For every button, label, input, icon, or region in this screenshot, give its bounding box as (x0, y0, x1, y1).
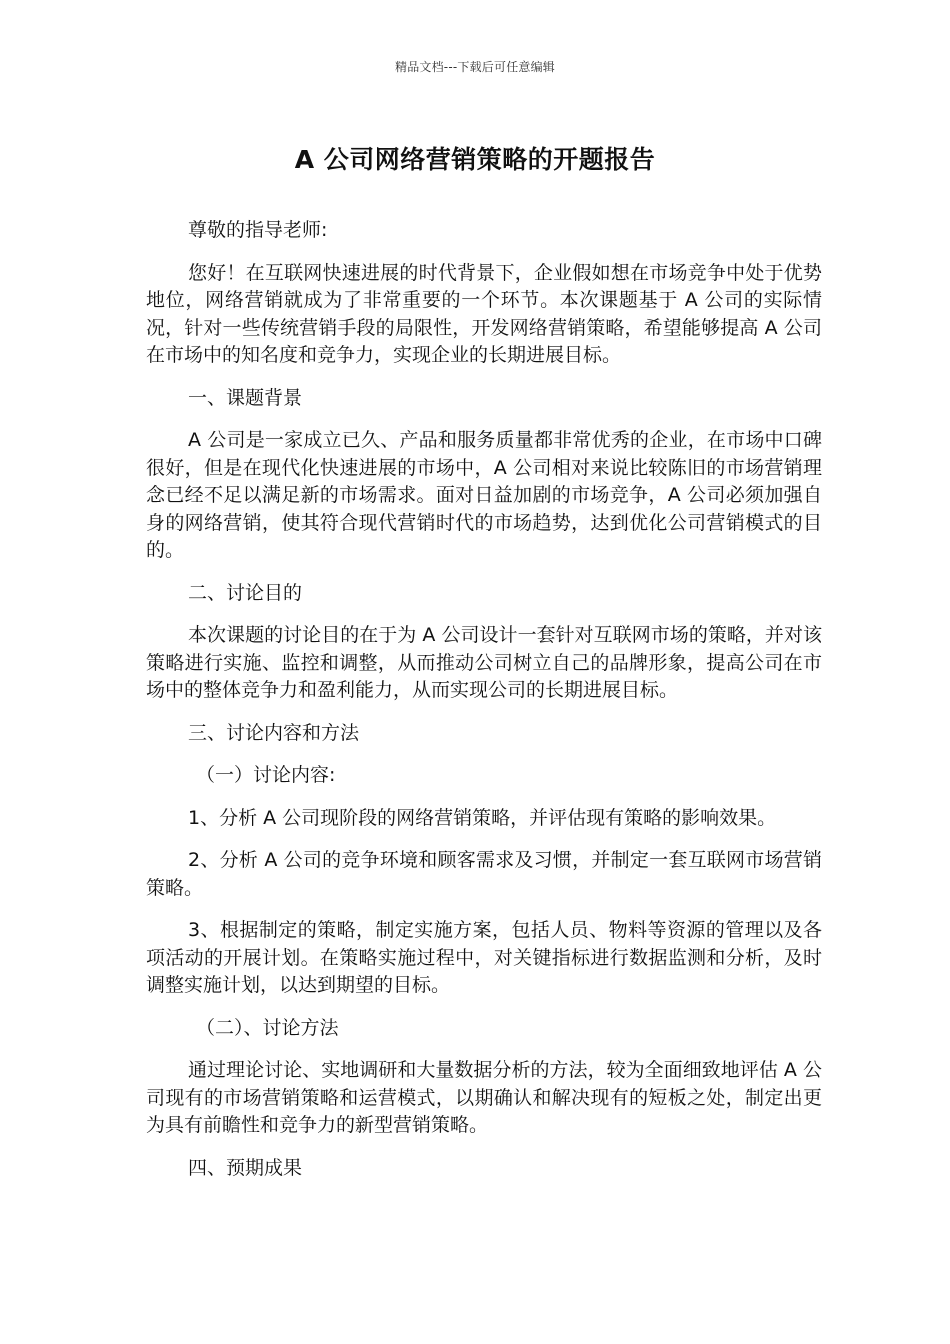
salutation: 尊敬的指导老师: (188, 219, 328, 241)
content-item-2: 2、分析 A 公司的竞争环境和顾客需求及习惯，并制定一套互联网市场营销策略。 (146, 849, 822, 899)
section-heading-purpose: 二、讨论目的 (188, 581, 303, 604)
document-body (146, 217, 822, 1197)
intro-paragraph: 您好！在互联网快速进展的时代背景下，企业假如想在市场竞争中处于优势地位，网络营销就成为了非常重要的一个环节。本次课题基于 A 公司的实际情况，针对一些传统营销手段的局限性，开发网络营销策略，希望能够提高 A 公司在市场中的知名度和竞争力，实现企业的长期进展目标。 (146, 261, 822, 366)
document-title: A 公司网络营销策略的开题报告 (294, 145, 656, 174)
subheading-content: （一）讨论内容: (196, 764, 336, 786)
header-note: 精品文档---下载后可任意编辑 (395, 60, 555, 74)
content-item-1: 1、分析 A 公司现阶段的网络营销策略，并评估现有策略的影响效果。 (188, 806, 777, 829)
content-item-3: 3、根据制定的策略，制定实施方案，包括人员、物料等资源的管理以及各项活动的开展计划。在策略实施过程中，对关键指标进行数据监测和分析，及时调整实施计划，以达到期望的目标。 (146, 919, 822, 996)
background-paragraph: A 公司是一家成立已久、产品和服务质量都非常优秀的企业，在市场中口碑很好，但是在现代化快速进展的市场中，A 公司相对来说比较陈旧的市场营销理念已经不足以满足新的市场需求。面对日益加剧的市场竞争，A 公司必须加强自身的网络营销，使其符合现代营销时代的市场趋势，达到优化公司营销模式的目的。 (146, 429, 822, 561)
section-heading-content-method: 三、讨论内容和方法 (188, 721, 360, 744)
section-heading-expected-results: 四、预期成果 (188, 1156, 303, 1179)
purpose-paragraph: 本次课题的讨论目的在于为 A 公司设计一套针对互联网市场的策略，并对该策略进行实施、监控和调整，从而推动公司树立自己的品牌形象，提高公司在市场中的整体竞争力和盈利能力，从而实现公司的长期进展目标。 (146, 624, 822, 701)
method-paragraph: 通过理论讨论、实地调研和大量数据分析的方法，较为全面细致地评估 A 公司现有的市场营销策略和运营模式，以期确认和解决现有的短板之处，制定出更为具有前瞻性和竞争力的新型营销策略。 (146, 1059, 822, 1136)
subheading-method: （二）、讨论方法 (196, 1016, 339, 1039)
section-heading-background: 一、课题背景 (188, 386, 303, 409)
